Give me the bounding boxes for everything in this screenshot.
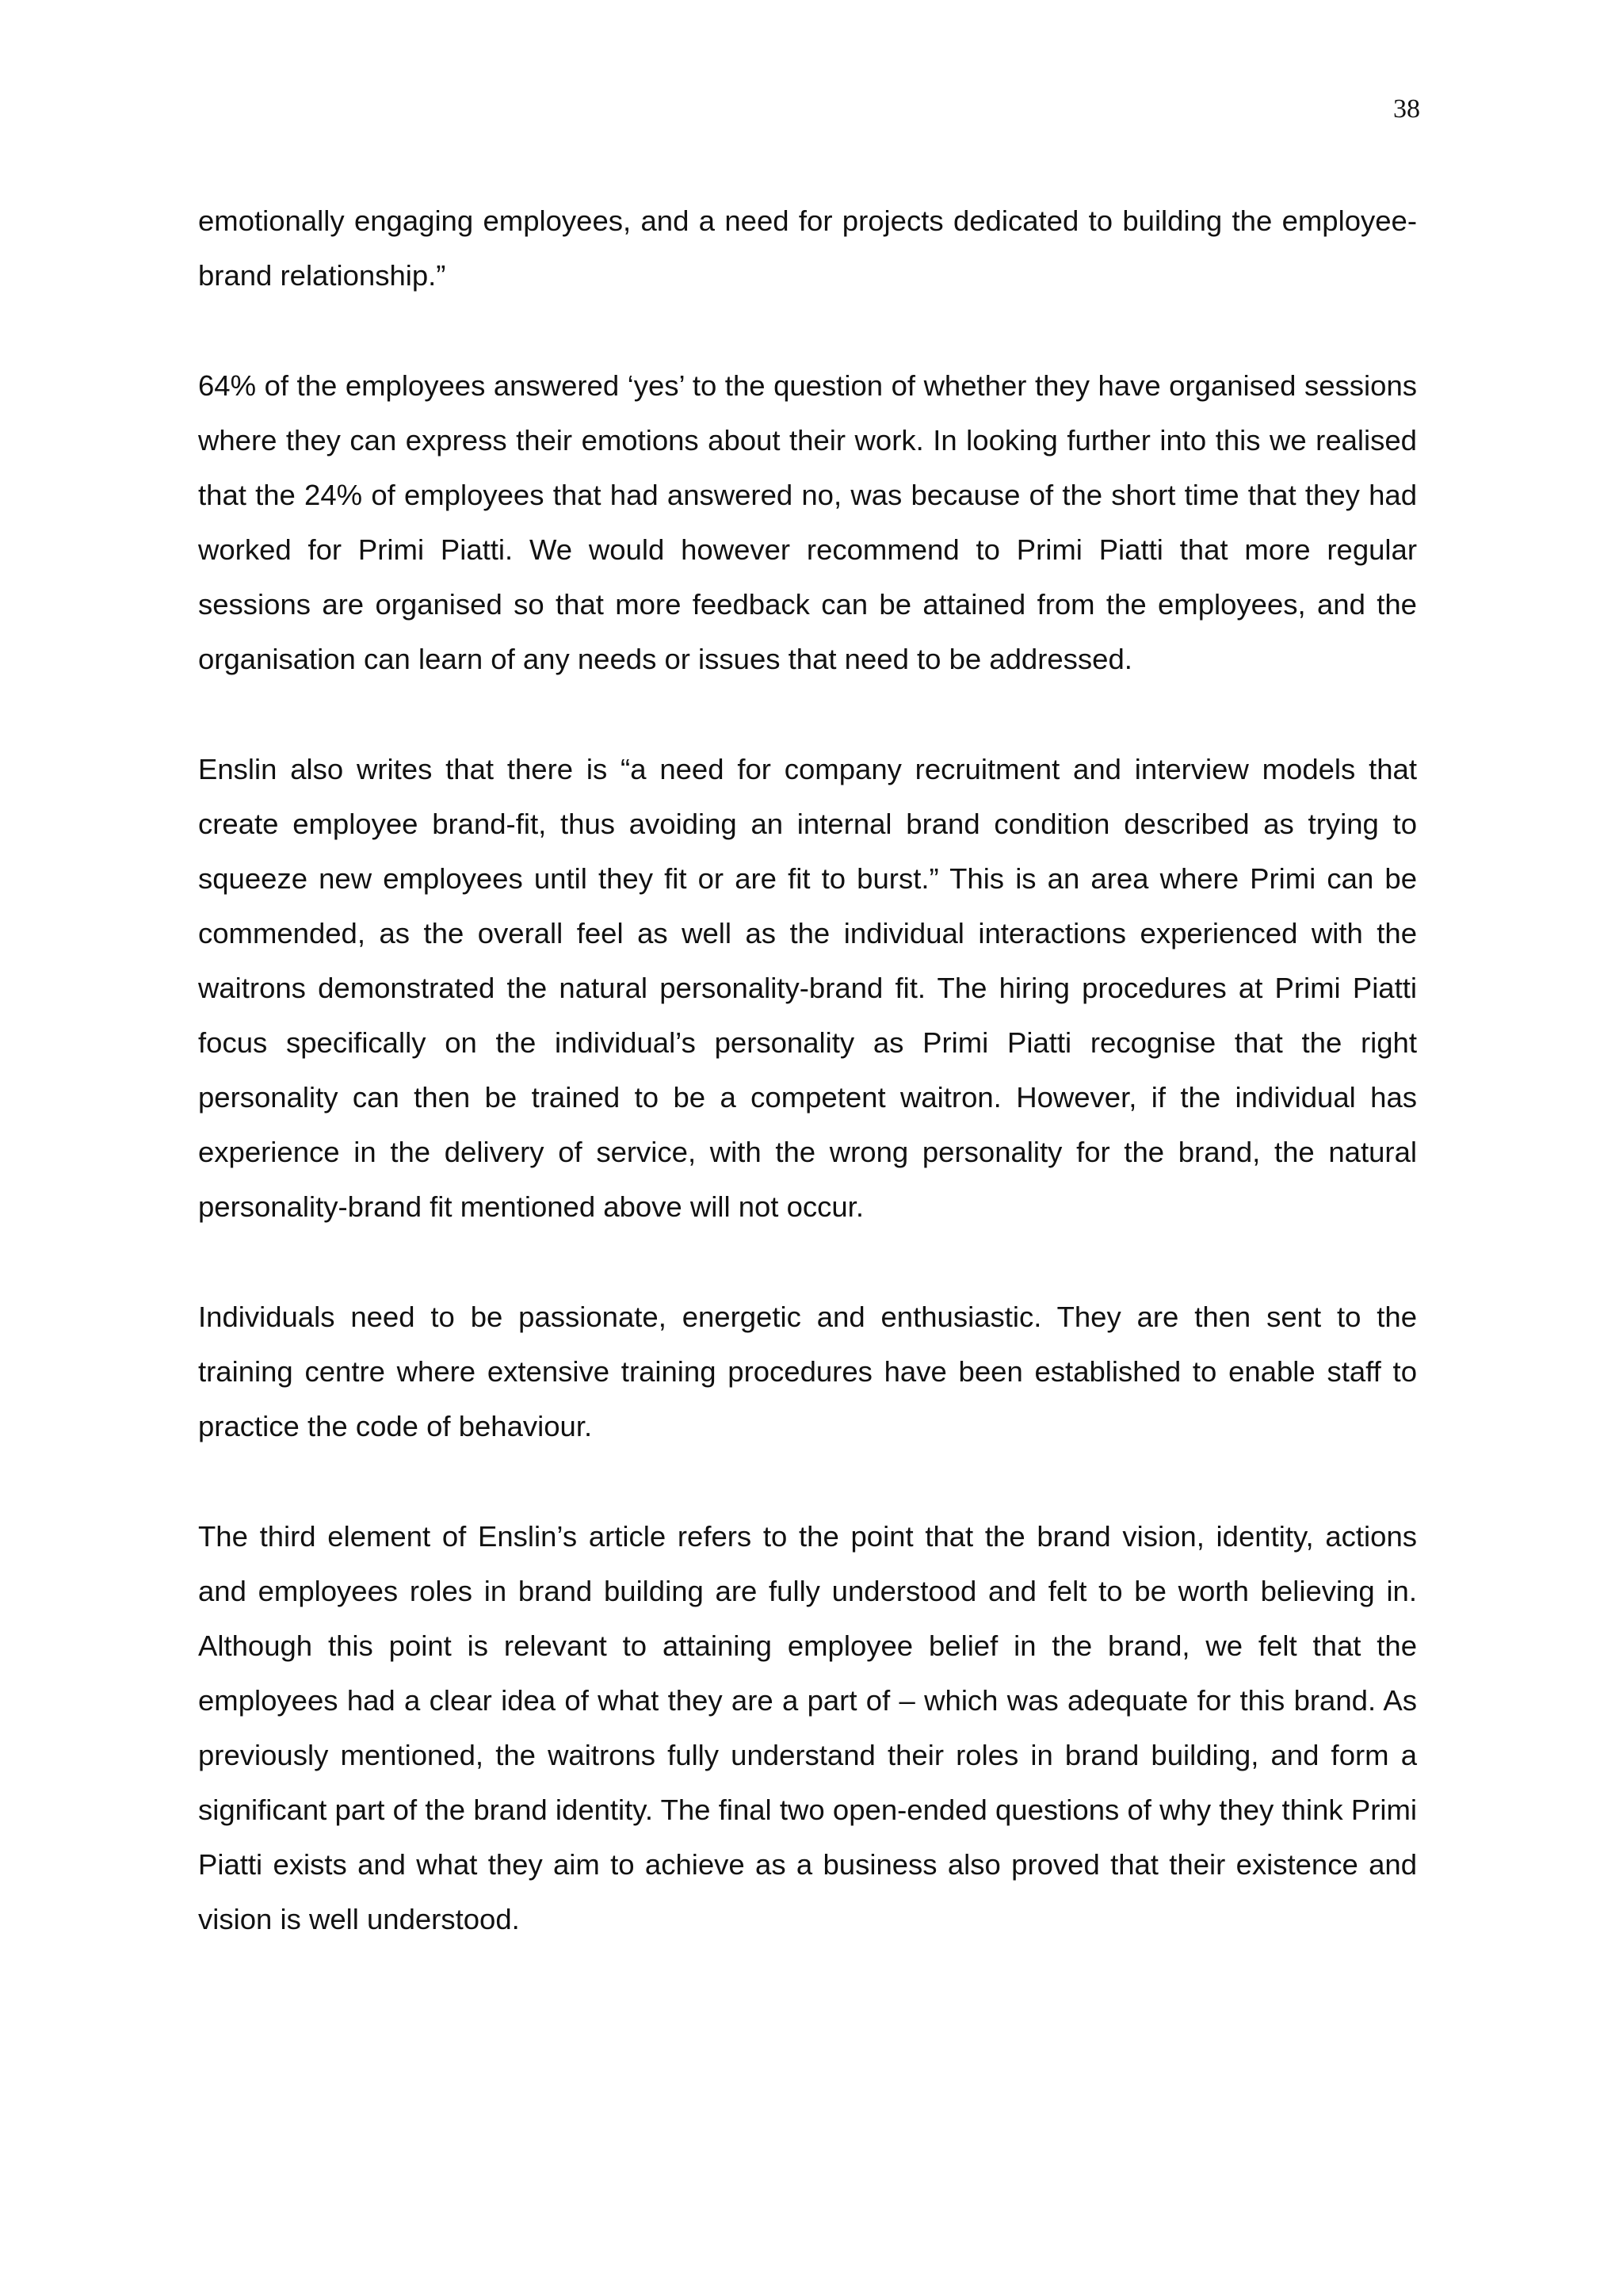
paragraph-1: emotionally engaging employees, and a need for projects dedicated to building the employee-brand relationship.”: [198, 204, 1417, 292]
page-number: 38: [1393, 94, 1420, 124]
paragraph-2: 64% of the employees answered ‘yes’ to the question of whether they have organised sessions where they can express their emotions about their work. In looking further into this we realised that the 24% of employees that had answered no, was because of the short time that they had worked for Primi Piatti. We would however recommend to Primi Piatti that more regular sessions are organised so that more feedback can be attained from the employees, and the organisation can learn of any needs or issues that need to be addressed.: [198, 369, 1417, 675]
paragraph-3: Enslin also writes that there is “a need for company recruitment and interview models that create employee brand-fit, thus avoiding an internal brand condition described as trying to squeeze new employees until they fit or are fit to burst.” This is an area where Primi can be commended, as the overall feel as well as the individual interactions experienced with the waitrons demonstrated the natural personality-brand fit. The hiring procedures at Primi Piatti focus specifically on the individual’s personality as Primi Piatti recognise that the right personality can then be trained to be a competent waitron. However, if the individual has experience in the delivery of service, with the wrong personality for the brand, the natural personality-brand fit mentioned above will not occur.: [198, 753, 1417, 1223]
paragraph-5: The third element of Enslin’s article refers to the point that the brand vision, identity, actions and employees roles in brand building are fully understood and felt to be worth believing in. Although this point is relevant to attaining employee belief in the brand, we felt that the employees had a clear idea of what they are a part of – which was adequate for this brand. As previously mentioned, the waitrons fully understand their roles in brand building, and form a significant part of the brand identity. The final two open-ended questions of why they think Primi Piatti exists and what they aim to achieve as a business also proved that their existence and vision is well understood.: [198, 1520, 1417, 1935]
document-body: [198, 193, 1417, 2002]
paragraph-4: Individuals need to be passionate, energetic and enthusiastic. They are then sent to the training centre where extensive training procedures have been established to enable staff to practice the code of behaviour.: [198, 1301, 1417, 1442]
